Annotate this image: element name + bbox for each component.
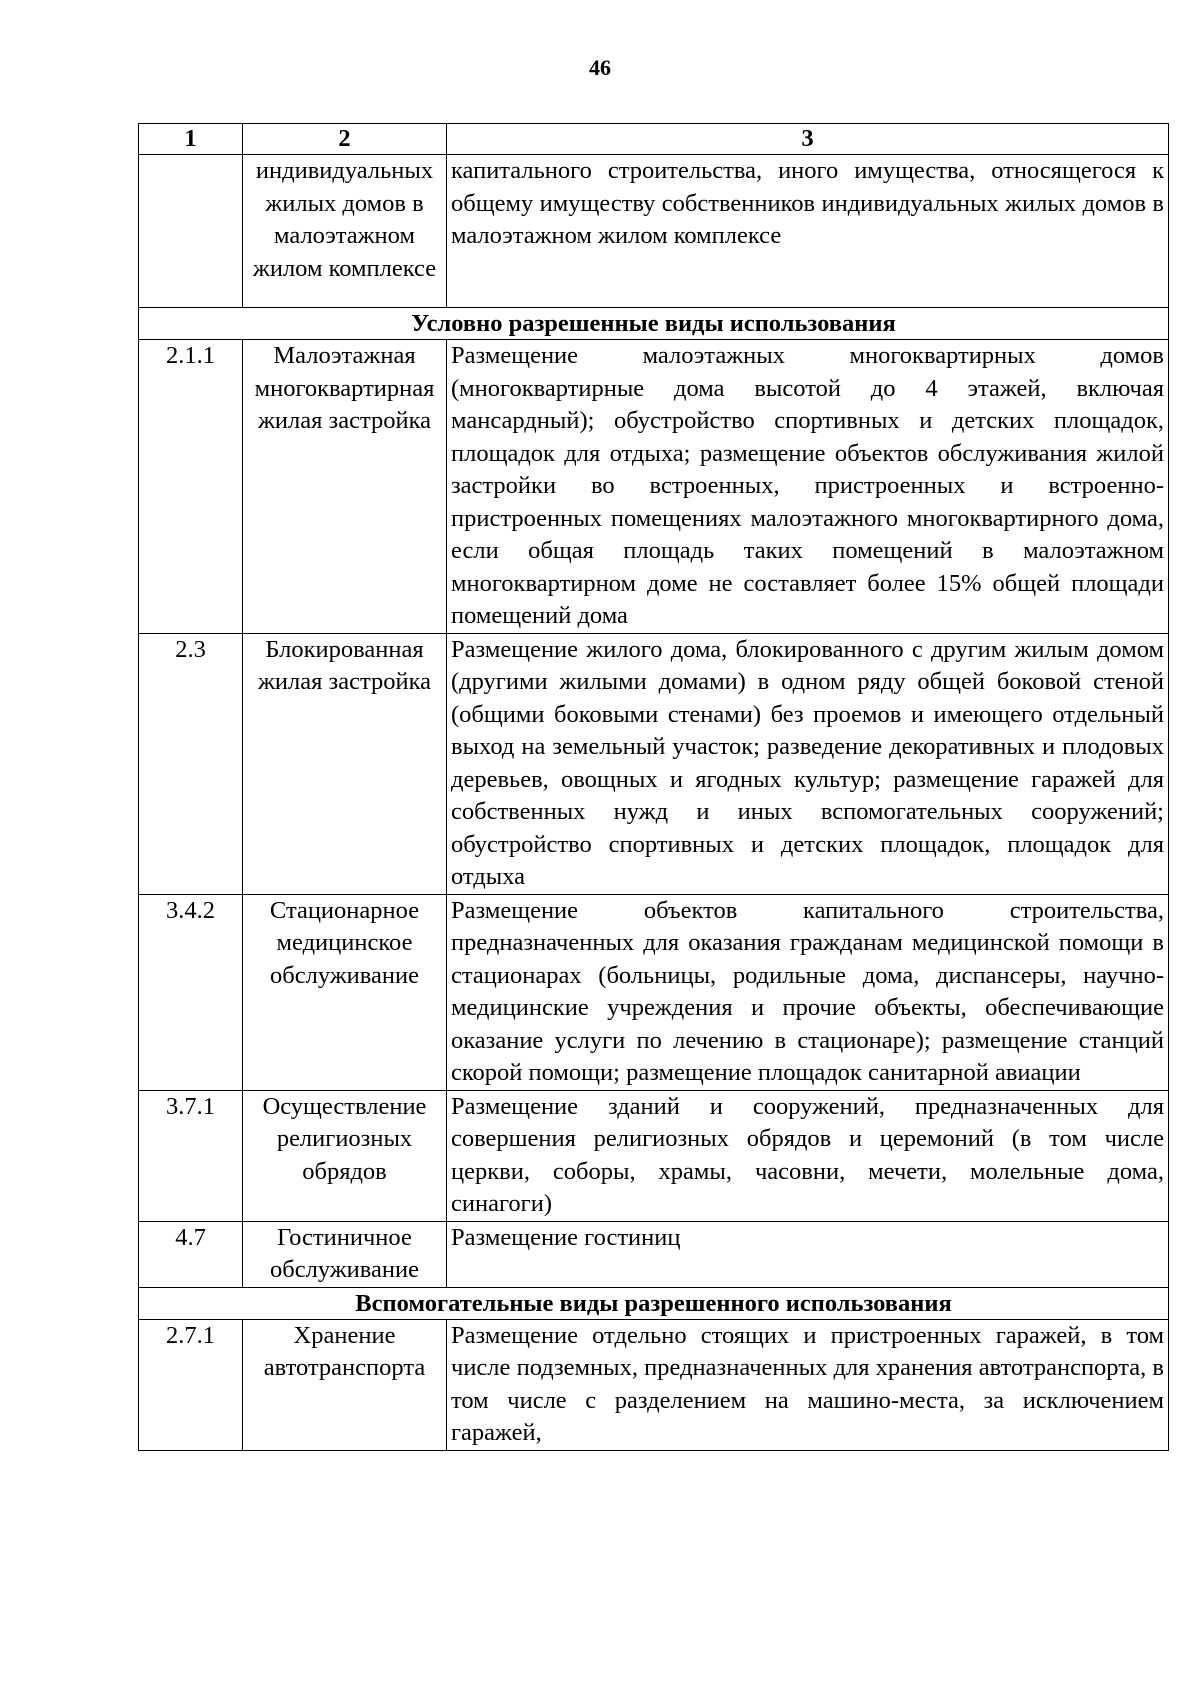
table-row xyxy=(139,1319,1169,1450)
column-header-2: 2 xyxy=(243,124,447,155)
table-header-row xyxy=(139,124,1169,155)
row-code: 3.7.1 xyxy=(139,1090,243,1221)
row-code: 2.7.1 xyxy=(139,1319,243,1450)
row-description: Размещение гостиниц xyxy=(447,1221,1169,1287)
row-description: Размещение зданий и сооружений, предназначенных для совершения религиозных обрядов и церемоний (в том числе церкви, соборы, храмы, часовни, мечети, молельные дома, синагоги) xyxy=(447,1090,1169,1221)
row-name: Малоэтажная многоквартирная жилая застройка xyxy=(243,340,447,634)
section-header-auxiliary xyxy=(139,1287,1169,1319)
section-header-conditional xyxy=(139,308,1169,340)
page-number: 46 xyxy=(589,55,611,80)
row-name: Хранение автотранспорта xyxy=(243,1319,447,1450)
row-code xyxy=(139,155,243,308)
section-title: Вспомогательные виды разрешенного использования xyxy=(139,1287,1169,1319)
row-description: Размещение жилого дома, блокированного с другим жилым домом (другими жилыми домами) в одном ряду общей боковой стеной (общими боковыми стенами) без проемов и имеющего отдельный выход на земельный участок; разведение декоративных и плодовых деревьев, овощных и ягодных культур; размещение гаражей для собственных нужд и иных вспомогательных сооружений; обустройство спортивных и детских площадок, площадок для отдыха xyxy=(447,633,1169,894)
column-header-3: 3 xyxy=(447,124,1169,155)
table-row xyxy=(139,894,1169,1090)
row-code: 3.4.2 xyxy=(139,894,243,1090)
land-use-table xyxy=(138,123,1169,1451)
row-name: Гостиничное обслуживание xyxy=(243,1221,447,1287)
row-description: Размещение малоэтажных многоквартирных домов (многоквартирные дома высотой до 4 этажей, включая мансардный); обустройство спортивных и детских площадок, площадок для отдыха; размещение объектов обслуживания жилой застройки во встроенных, пристроенных и встроенно-пристроенных помещениях малоэтажного многоквартирного дома, если общая площадь таких помещений в малоэтажном многоквартирном доме не составляет более 15% общей площади помещений дома xyxy=(447,340,1169,634)
row-description: Размещение отдельно стоящих и пристроенных гаражей, в том числе подземных, предназначенных для хранения автотранспорта, в том числе с разделением на машино-места, за исключением гаражей, xyxy=(447,1319,1169,1450)
row-description: Размещение объектов капитального строительства, предназначенных для оказания гражданам медицинской помощи в стационарах (больницы, родильные дома, диспансеры, научно-медицинские учреждения и прочие объекты, обеспечивающие оказание услуги по лечению в стационаре); размещение станций скорой помощи; размещение площадок санитарной авиации xyxy=(447,894,1169,1090)
row-name: Стационарное медицинское обслуживание xyxy=(243,894,447,1090)
table-row xyxy=(139,1090,1169,1221)
row-description: капитального строительства, иного имущества, относящегося к общему имуществу собственников индивидуальных жилых домов в малоэтажном жилом комплексе xyxy=(447,155,1169,308)
row-name: Блокированная жилая застройка xyxy=(243,633,447,894)
table-row xyxy=(139,1221,1169,1287)
continuation-row xyxy=(139,155,1169,308)
column-header-1: 1 xyxy=(139,124,243,155)
table-row xyxy=(139,340,1169,634)
row-name: индивидуальных жилых домов в малоэтажном жилом комплексе xyxy=(243,155,447,308)
table-row xyxy=(139,633,1169,894)
row-code: 4.7 xyxy=(139,1221,243,1287)
row-name: Осуществление религиозных обрядов xyxy=(243,1090,447,1221)
row-code: 2.1.1 xyxy=(139,340,243,634)
row-code: 2.3 xyxy=(139,633,243,894)
section-title: Условно разрешенные виды использования xyxy=(139,308,1169,340)
